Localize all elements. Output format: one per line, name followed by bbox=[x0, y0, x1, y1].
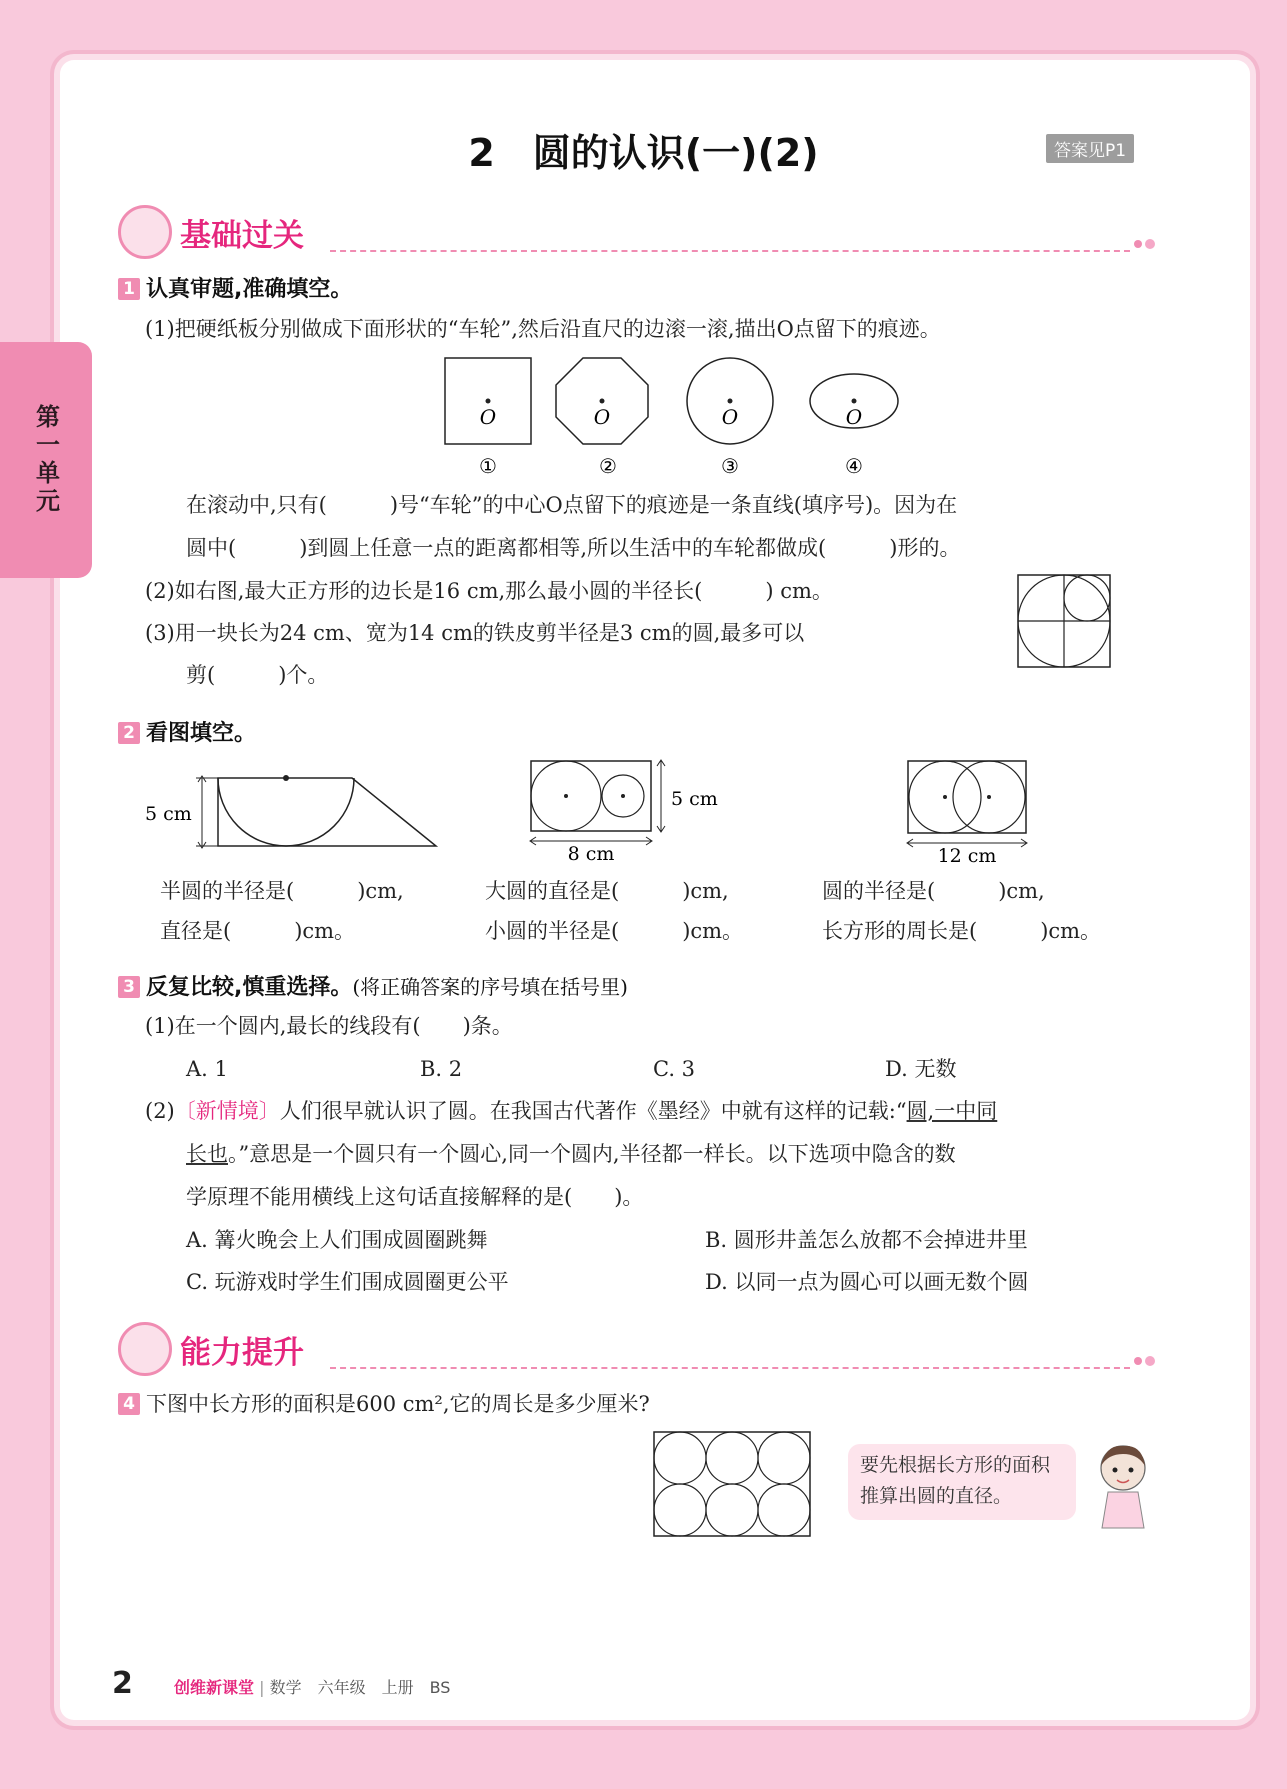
dots-icon bbox=[1132, 1353, 1162, 1369]
q4-rectangle-six-circles bbox=[652, 1430, 814, 1540]
q3-quote-underlined: 圆,一中同 bbox=[906, 1099, 998, 1123]
girl-character-icon bbox=[1088, 1440, 1158, 1530]
q1-square-circles-figure bbox=[1016, 573, 1116, 671]
mascot-icon bbox=[118, 1322, 172, 1376]
q3-p1-option-d: D. 无数 bbox=[885, 1057, 957, 1081]
q3-part1-text: (1)在一个圆内,最长的线段有( )条。 bbox=[145, 1014, 513, 1038]
fig1-height-label: 5 cm bbox=[145, 803, 192, 825]
q1-fill-line1: 在滚动中,只有( )号“车轮”的中心O点留下的痕迹是一条直线(填序号)。因为在 bbox=[186, 493, 958, 517]
q2-fig2-two-circles bbox=[525, 755, 725, 865]
q2-number: 2 bbox=[118, 722, 140, 744]
dots-icon bbox=[1132, 236, 1162, 252]
q1-part1-text: (1)把硬纸板分别做成下面形状的“车轮”,然后沿直尺的边滚一滚,描出O点留下的痕迹。 bbox=[145, 317, 941, 341]
shape-label-o: O bbox=[593, 405, 611, 429]
shape-number: ④ bbox=[845, 454, 863, 478]
q1-part3-text-a: (3)用一块长为24 cm、宽为14 cm的铁皮剪半径是3 cm的圆,最多可以 bbox=[145, 621, 805, 645]
q1-number: 1 bbox=[118, 278, 140, 300]
q3-part2-text: 。”意思是一个圆只有一个圆心,同一个圆内,半径都一样长。以下选项中隐含的数 bbox=[228, 1142, 956, 1166]
q3-part2-line3: 学原理不能用横线上这句话直接解释的是( )。 bbox=[186, 1185, 644, 1209]
q2-heading-text: 看图填空。 bbox=[146, 721, 257, 746]
q3-part2-line1 bbox=[145, 1096, 997, 1126]
q1-part2-text: (2)如右图,最大正方形的边长是16 cm,那么最小圆的半径长( ) cm。 bbox=[145, 579, 833, 603]
q3-part2-line2 bbox=[186, 1139, 956, 1169]
unit-tab bbox=[0, 342, 92, 578]
q3-number: 3 bbox=[118, 976, 140, 998]
shape-label-o: O bbox=[721, 405, 739, 429]
page-number: 2 bbox=[112, 1666, 133, 1701]
fig3-bottom-label: 12 cm bbox=[937, 845, 997, 867]
q3-quote-underlined: 长也 bbox=[186, 1142, 228, 1166]
q3-p1-option-a: A. 1 bbox=[186, 1057, 228, 1081]
q2-c2: 长方形的周长是( )cm。 bbox=[822, 919, 1102, 943]
book-info: 数学 六年级 上册 BS bbox=[269, 1678, 451, 1697]
unit-tab-label: 第一单元 bbox=[31, 404, 60, 516]
answer-ref-badge: 答案见P1 bbox=[1046, 134, 1134, 163]
footer-brand: 创维新课堂 | 数学 六年级 上册 BS bbox=[174, 1678, 451, 1697]
q3-heading-text: 反复比较,慎重选择。 bbox=[146, 975, 353, 1000]
q2-b1: 大圆的直径是( )cm, bbox=[485, 879, 729, 903]
q1-part3-text-b: 剪( )个。 bbox=[186, 663, 329, 687]
q4-heading bbox=[118, 1389, 650, 1419]
q3-heading bbox=[118, 970, 628, 1001]
q4-number: 4 bbox=[118, 1393, 140, 1415]
q2-a2: 直径是( )cm。 bbox=[160, 919, 356, 943]
q3-p2-option-a: A. 篝火晚会上人们围成圆圈跳舞 bbox=[186, 1228, 488, 1252]
q2-fig3-overlapping-circles bbox=[900, 755, 1060, 870]
section-advanced-title: 能力提升 bbox=[180, 1335, 304, 1371]
q2-heading bbox=[118, 716, 256, 747]
q3-p2-option-b: B. 圆形井盖怎么放都不会掉进井里 bbox=[705, 1228, 1028, 1252]
q1-heading bbox=[118, 272, 352, 303]
fig2-bottom-label: 8 cm bbox=[567, 843, 615, 865]
q3-part2-text: 人们很早就认识了圆。在我国古代著作《墨经》中就有这样的记载:“ bbox=[279, 1099, 907, 1123]
q1-fill-line2: 圆中( )到圆上任意一点的距离都相等,所以生活中的车轮都做成( )形的。 bbox=[186, 536, 961, 560]
q2-c1: 圆的半径是( )cm, bbox=[822, 879, 1045, 903]
fig2-side-label: 5 cm bbox=[671, 788, 718, 810]
q1-heading-text: 认真审题,准确填空。 bbox=[146, 277, 353, 302]
shape-number: ③ bbox=[721, 454, 739, 478]
section-basic-title: 基础过关 bbox=[180, 218, 304, 254]
brand-name: 创维新课堂 bbox=[174, 1678, 255, 1697]
q3-p1-option-b: B. 2 bbox=[420, 1057, 463, 1081]
new-scenario-tag: 〔新情境〕 bbox=[174, 1099, 280, 1123]
q3-p2-option-c: C. 玩游戏时学生们围成圆圈更公平 bbox=[186, 1270, 509, 1294]
q4-text: 下图中长方形的面积是600 cm²,它的周长是多少厘米? bbox=[146, 1392, 650, 1416]
section-divider bbox=[330, 1367, 1130, 1369]
shape-number: ② bbox=[599, 454, 617, 478]
q3-part2-prefix: (2) bbox=[145, 1099, 175, 1123]
q2-fig1-semicircle bbox=[140, 760, 460, 860]
page-title: 2 圆的认识(一)(2) bbox=[468, 131, 819, 175]
q2-b2: 小圆的半径是( )cm。 bbox=[485, 919, 744, 943]
q1-wheel-shapes bbox=[430, 350, 910, 480]
section-divider bbox=[330, 250, 1130, 252]
q3-heading-note: (将正确答案的序号填在括号里) bbox=[352, 975, 628, 999]
shape-label-o: O bbox=[479, 405, 497, 429]
q2-a1: 半圆的半径是( )cm, bbox=[160, 879, 404, 903]
q3-p2-option-d: D. 以同一点为圆心可以画无数个圆 bbox=[705, 1270, 1029, 1294]
hint-bubble: 要先根据长方形的面积推算出圆的直径。 bbox=[848, 1444, 1076, 1520]
mascot-icon bbox=[118, 205, 172, 259]
shape-label-o: O bbox=[845, 405, 863, 429]
q3-p1-option-c: C. 3 bbox=[653, 1057, 696, 1081]
shape-number: ① bbox=[479, 454, 497, 478]
